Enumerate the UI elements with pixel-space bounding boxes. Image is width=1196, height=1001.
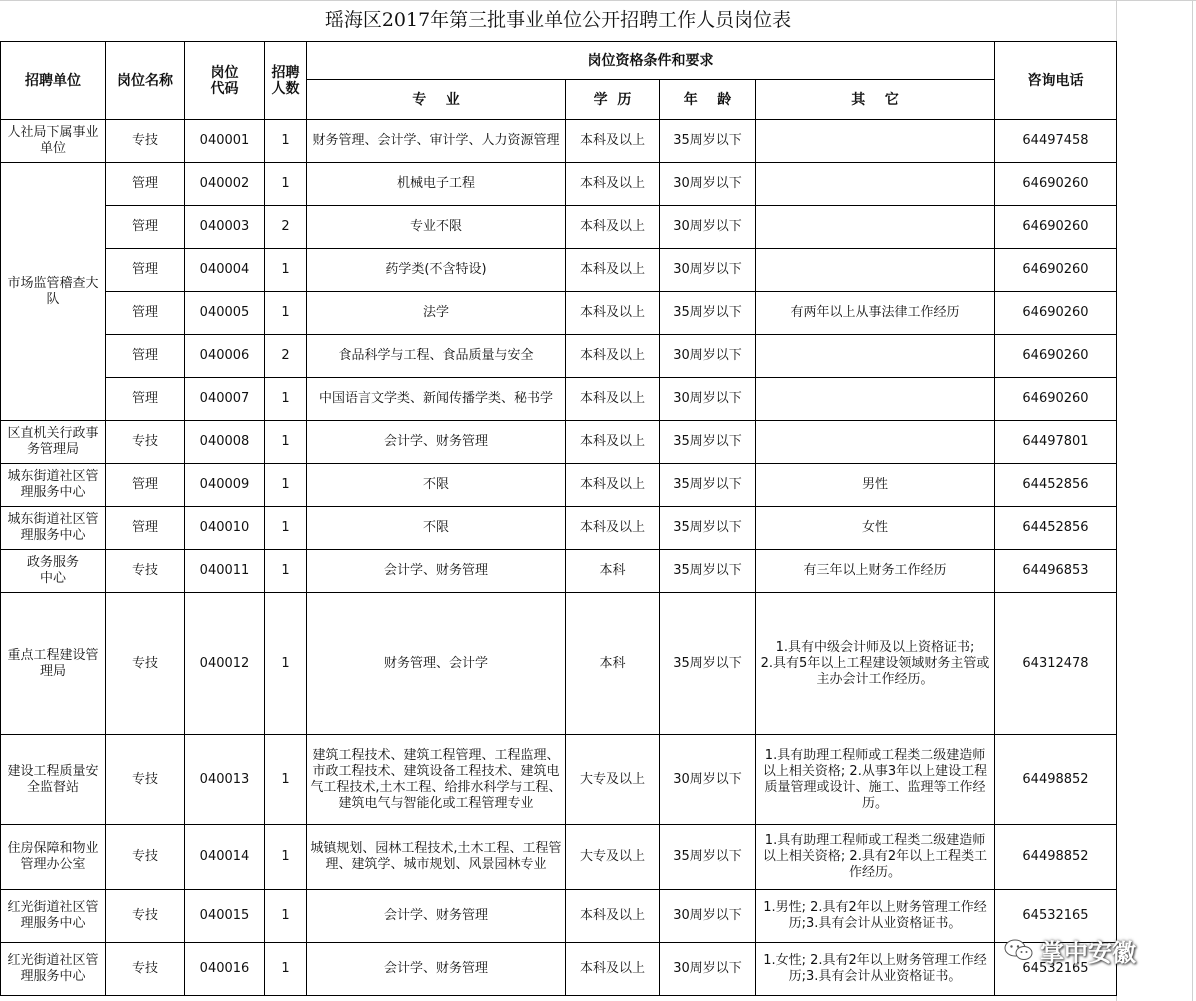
cell-phone: 64452856 xyxy=(995,507,1117,550)
header-phone: 咨询电话 xyxy=(995,42,1117,120)
cell-post: 管理 xyxy=(106,249,185,292)
cell-education: 本科 xyxy=(566,550,660,593)
cell-count: 1 xyxy=(265,464,307,507)
header-education: 学 历 xyxy=(566,80,660,120)
header-post-code: 岗位 代码 xyxy=(185,42,265,120)
cell-count: 1 xyxy=(265,735,307,825)
header-count: 招聘 人数 xyxy=(265,42,307,120)
cell-phone: 64532165 xyxy=(995,890,1117,943)
cell-code: 040016 xyxy=(185,943,265,996)
cell-major: 会计学、财务管理 xyxy=(307,550,566,593)
cell-post: 专技 xyxy=(106,890,185,943)
header-major: 专 业 xyxy=(307,80,566,120)
cell-phone: 64690260 xyxy=(995,335,1117,378)
cell-education: 本科 xyxy=(566,593,660,735)
cell-other: 1.具有中级会计师及以上资格证书; 2.具有5年以上工程建设领域财务主管或主办会计工作经历。 xyxy=(756,593,995,735)
cell-other: 男性 xyxy=(756,464,995,507)
cell-unit: 城东街道社区管理服务中心 xyxy=(1,464,106,507)
cell-other xyxy=(756,335,995,378)
cell-other: 有三年以上财务工作经历 xyxy=(756,550,995,593)
cell-unit: 政务服务 中心 xyxy=(1,550,106,593)
cell-count: 2 xyxy=(265,335,307,378)
cell-education: 本科及以上 xyxy=(566,163,660,206)
cell-major: 会计学、财务管理 xyxy=(307,943,566,996)
header-age: 年 龄 xyxy=(660,80,756,120)
cell-post: 专技 xyxy=(106,550,185,593)
table-row xyxy=(1,163,1117,206)
cell-count: 1 xyxy=(265,825,307,890)
cell-count: 1 xyxy=(265,890,307,943)
cell-age: 30周岁以下 xyxy=(660,943,756,996)
cell-major: 财务管理、会计学、审计学、人力资源管理 xyxy=(307,120,566,163)
cell-age: 35周岁以下 xyxy=(660,593,756,735)
header-conditions: 岗位资格条件和要求 xyxy=(307,42,995,80)
table-row xyxy=(1,378,1117,421)
cell-major: 财务管理、会计学 xyxy=(307,593,566,735)
header-other: 其 它 xyxy=(756,80,995,120)
cell-phone: 64690260 xyxy=(995,378,1117,421)
cell-code: 040008 xyxy=(185,421,265,464)
cell-unit: 红光街道社区管理服务中心 xyxy=(1,890,106,943)
cell-code: 040013 xyxy=(185,735,265,825)
cell-count: 1 xyxy=(265,163,307,206)
cell-code: 040007 xyxy=(185,378,265,421)
cell-age: 30周岁以下 xyxy=(660,735,756,825)
cell-age: 35周岁以下 xyxy=(660,507,756,550)
table-row xyxy=(1,292,1117,335)
cell-count: 1 xyxy=(265,120,307,163)
table-title: 瑶海区2017年第三批事业单位公开招聘工作人员岗位表 xyxy=(324,9,792,31)
cell-phone: 64497801 xyxy=(995,421,1117,464)
table-row xyxy=(1,943,1117,996)
cell-count: 1 xyxy=(265,292,307,335)
table-row xyxy=(1,335,1117,378)
cell-post: 专技 xyxy=(106,593,185,735)
cell-phone: 64312478 xyxy=(995,593,1117,735)
cell-other xyxy=(756,421,995,464)
cell-other: 有两年以上从事法律工作经历 xyxy=(756,292,995,335)
table-row xyxy=(1,206,1117,249)
cell-major: 机械电子工程 xyxy=(307,163,566,206)
table-row xyxy=(1,550,1117,593)
cell-post: 管理 xyxy=(106,507,185,550)
table-row xyxy=(1,890,1117,943)
cell-major: 食品科学与工程、食品质量与安全 xyxy=(307,335,566,378)
cell-age: 35周岁以下 xyxy=(660,825,756,890)
cell-count: 1 xyxy=(265,593,307,735)
cell-age: 35周岁以下 xyxy=(660,120,756,163)
cell-age: 30周岁以下 xyxy=(660,163,756,206)
cell-count: 1 xyxy=(265,943,307,996)
cell-other: 女性 xyxy=(756,507,995,550)
cell-age: 30周岁以下 xyxy=(660,335,756,378)
cell-education: 本科及以上 xyxy=(566,249,660,292)
cell-major: 会计学、财务管理 xyxy=(307,890,566,943)
cell-post: 管理 xyxy=(106,206,185,249)
cell-age: 35周岁以下 xyxy=(660,292,756,335)
cell-unit: 建设工程质量安全监督站 xyxy=(1,735,106,825)
table-row xyxy=(1,507,1117,550)
cell-education: 本科及以上 xyxy=(566,507,660,550)
cell-other: 1.女性; 2.具有2年以上财务管理工作经历;3.具有会计从业资格证书。 xyxy=(756,943,995,996)
cell-code: 040010 xyxy=(185,507,265,550)
cell-phone: 64498852 xyxy=(995,825,1117,890)
cell-major: 不限 xyxy=(307,507,566,550)
cell-major: 会计学、财务管理 xyxy=(307,421,566,464)
cell-phone: 64690260 xyxy=(995,206,1117,249)
table-row xyxy=(1,464,1117,507)
table-row xyxy=(1,825,1117,890)
cell-post: 管理 xyxy=(106,163,185,206)
cell-education: 本科及以上 xyxy=(566,120,660,163)
cell-other xyxy=(756,120,995,163)
wechat-icon xyxy=(1004,939,1034,961)
cell-other xyxy=(756,206,995,249)
cell-age: 30周岁以下 xyxy=(660,206,756,249)
cell-post: 专技 xyxy=(106,735,185,825)
cell-phone: 64690260 xyxy=(995,292,1117,335)
cell-code: 040009 xyxy=(185,464,265,507)
cell-code: 040015 xyxy=(185,890,265,943)
cell-education: 本科及以上 xyxy=(566,464,660,507)
cell-unit: 住房保障和物业管理办公室 xyxy=(1,825,106,890)
cell-phone: 64690260 xyxy=(995,249,1117,292)
cell-code: 040011 xyxy=(185,550,265,593)
table-row xyxy=(1,421,1117,464)
cell-count: 1 xyxy=(265,378,307,421)
cell-count: 1 xyxy=(265,421,307,464)
cell-post: 管理 xyxy=(106,464,185,507)
cell-education: 大专及以上 xyxy=(566,735,660,825)
cell-education: 本科及以上 xyxy=(566,206,660,249)
table-row xyxy=(1,593,1117,735)
cell-post: 专技 xyxy=(106,421,185,464)
cell-major: 建筑工程技术、建筑工程管理、工程监理、市政工程技术、建筑设备工程技术、建筑电气工程技术,土木工程、给排水科学与工程、建筑电气与智能化或工程管理专业 xyxy=(307,735,566,825)
cell-education: 本科及以上 xyxy=(566,335,660,378)
cell-code: 040004 xyxy=(185,249,265,292)
cell-education: 大专及以上 xyxy=(566,825,660,890)
cell-unit: 市场监管稽查大队 xyxy=(1,163,106,421)
cell-education: 本科及以上 xyxy=(566,890,660,943)
cell-post: 管理 xyxy=(106,335,185,378)
cell-other xyxy=(756,249,995,292)
watermark xyxy=(1004,930,1184,970)
cell-unit: 区直机关行政事务管理局 xyxy=(1,421,106,464)
cell-post: 专技 xyxy=(106,825,185,890)
cell-count: 1 xyxy=(265,550,307,593)
cell-count: 2 xyxy=(265,206,307,249)
cell-education: 本科及以上 xyxy=(566,378,660,421)
table-row xyxy=(1,120,1117,163)
table-row xyxy=(1,735,1117,825)
cell-phone: 64497458 xyxy=(995,120,1117,163)
cell-code: 040005 xyxy=(185,292,265,335)
cell-code: 040002 xyxy=(185,163,265,206)
cell-post: 管理 xyxy=(106,292,185,335)
sheet-gridline xyxy=(1192,0,1193,1001)
cell-major: 城镇规划、园林工程技术,土木工程、工程管理、建筑学、城市规划、风景园林专业 xyxy=(307,825,566,890)
cell-phone: 64496853 xyxy=(995,550,1117,593)
cell-age: 30周岁以下 xyxy=(660,890,756,943)
cell-major: 药学类(不含特设) xyxy=(307,249,566,292)
cell-education: 本科及以上 xyxy=(566,292,660,335)
cell-age: 35周岁以下 xyxy=(660,550,756,593)
cell-code: 040006 xyxy=(185,335,265,378)
cell-unit: 城东街道社区管理服务中心 xyxy=(1,507,106,550)
cell-post: 管理 xyxy=(106,378,185,421)
table-row xyxy=(1,249,1117,292)
cell-other: 1.具有助理工程师或工程类二级建造师以上相关资格; 2.从事3年以上建设工程质量管理或设计、施工、监理等工作经历。 xyxy=(756,735,995,825)
cell-phone: 64690260 xyxy=(995,163,1117,206)
cell-major: 中国语言文学类、新闻传播学类、秘书学 xyxy=(307,378,566,421)
cell-phone: 64532165 xyxy=(995,943,1117,996)
cell-other xyxy=(756,163,995,206)
header-unit: 招聘单位 xyxy=(1,42,106,120)
cell-post: 专技 xyxy=(106,943,185,996)
cell-age: 35周岁以下 xyxy=(660,464,756,507)
cell-code: 040014 xyxy=(185,825,265,890)
cell-count: 1 xyxy=(265,507,307,550)
recruitment-table xyxy=(0,41,1117,996)
cell-count: 1 xyxy=(265,249,307,292)
cell-phone: 64498852 xyxy=(995,735,1117,825)
header-post-name: 岗位名称 xyxy=(106,42,185,120)
cell-age: 35周岁以下 xyxy=(660,421,756,464)
cell-unit: 重点工程建设管理局 xyxy=(1,593,106,735)
cell-code: 040012 xyxy=(185,593,265,735)
watermark-text: 掌中安徽 xyxy=(1040,938,1136,967)
cell-education: 本科及以上 xyxy=(566,421,660,464)
cell-post: 专技 xyxy=(106,120,185,163)
cell-other xyxy=(756,378,995,421)
cell-unit: 红光街道社区管理服务中心 xyxy=(1,943,106,996)
cell-age: 30周岁以下 xyxy=(660,249,756,292)
cell-age: 30周岁以下 xyxy=(660,378,756,421)
cell-other: 1.男性; 2.具有2年以上财务管理工作经历;3.具有会计从业资格证书。 xyxy=(756,890,995,943)
cell-major: 不限 xyxy=(307,464,566,507)
cell-education: 本科及以上 xyxy=(566,943,660,996)
cell-phone: 64452856 xyxy=(995,464,1117,507)
cell-code: 040003 xyxy=(185,206,265,249)
cell-major: 专业不限 xyxy=(307,206,566,249)
cell-unit: 人社局下属事业单位 xyxy=(1,120,106,163)
cell-other: 1.具有助理工程师或工程类二级建造师以上相关资格; 2.具有2年以上工程类工作经历。 xyxy=(756,825,995,890)
cell-code: 040001 xyxy=(185,120,265,163)
cell-major: 法学 xyxy=(307,292,566,335)
